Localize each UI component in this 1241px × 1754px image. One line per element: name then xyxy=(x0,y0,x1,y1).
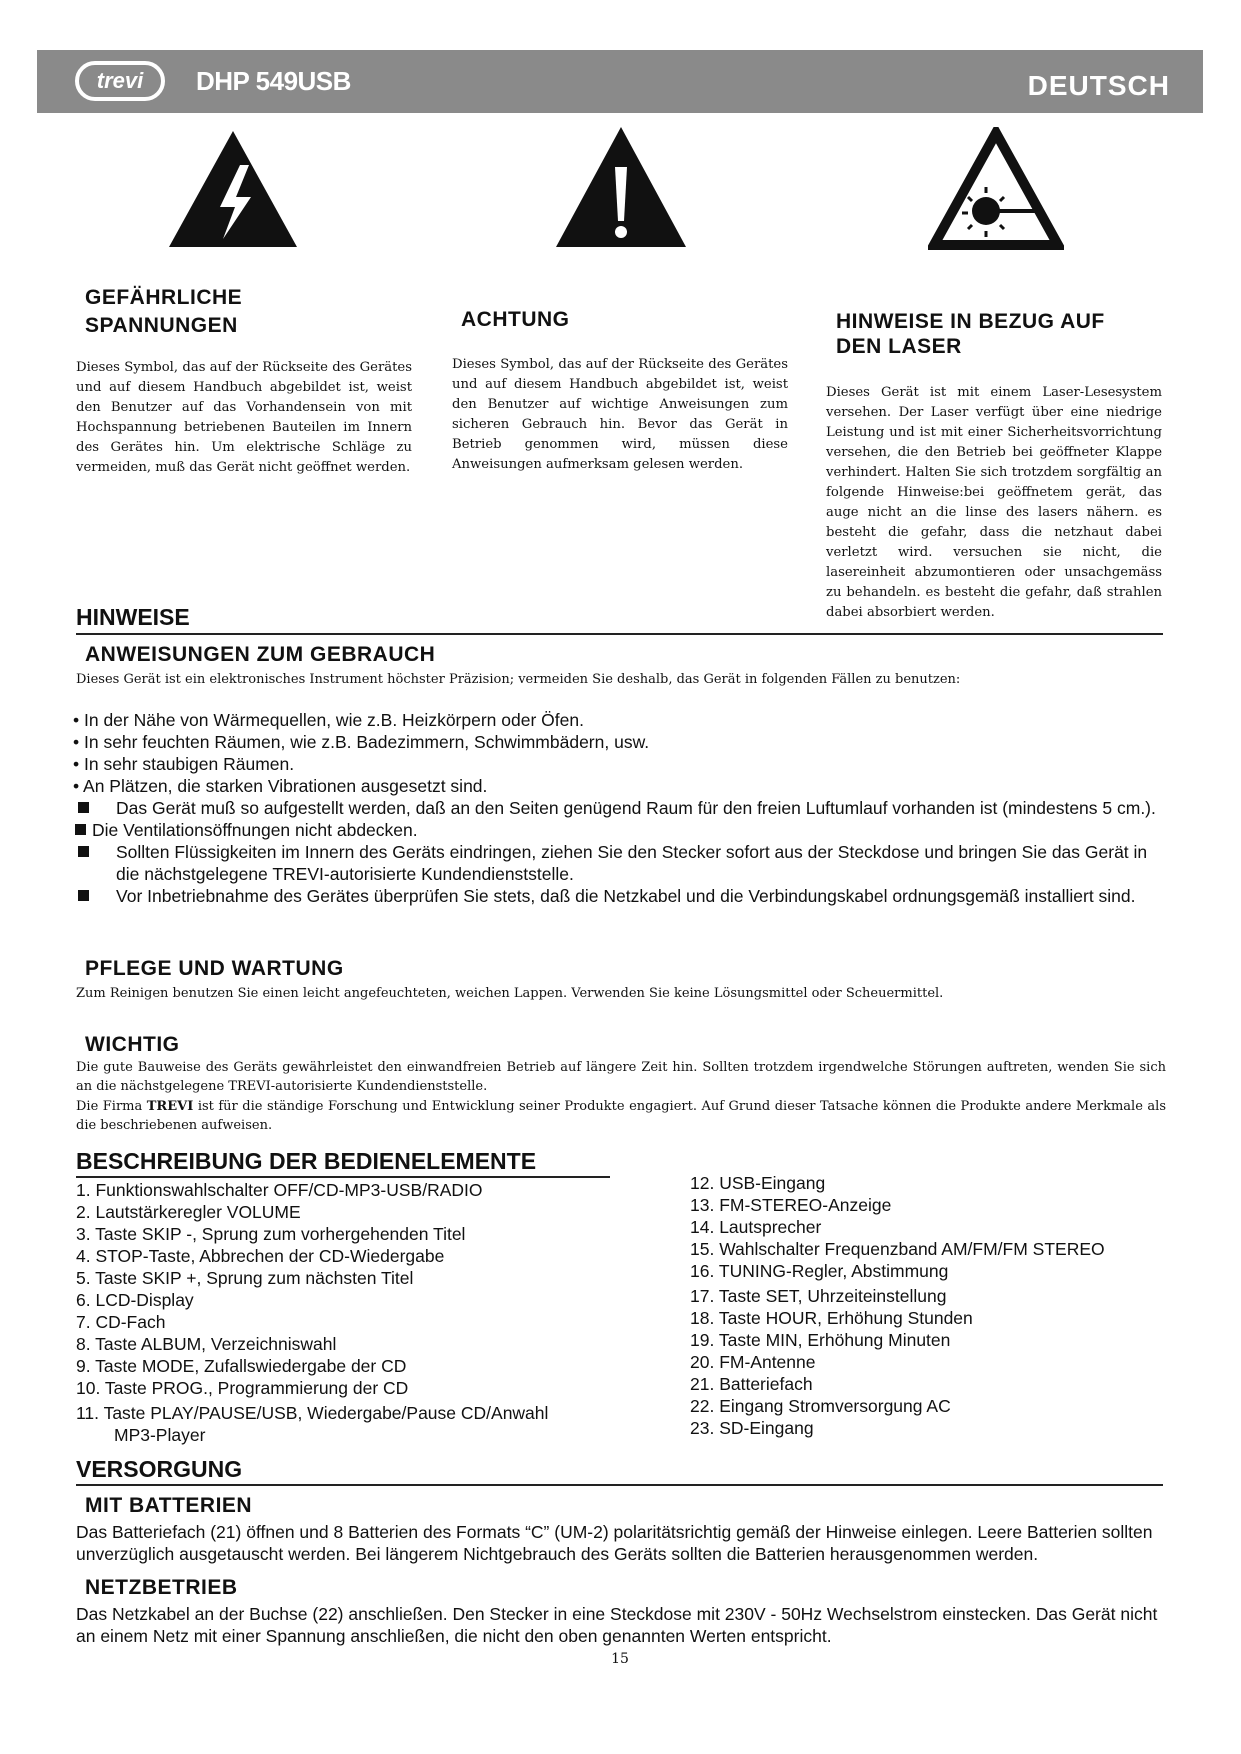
square-bullet-icon xyxy=(78,890,89,901)
control-item: 2. Lautstärkeregler VOLUME xyxy=(76,1202,301,1222)
square-item-text: Sollten Flüssigkeiten im Innern des Geräts eindringen, ziehen Sie den Stecker sofort aus der Steckdose und bringen Sie das Gerät in die nächstgelegene TREVI-autorisierte Kundendienststelle. xyxy=(116,842,1148,884)
battery-subtitle: MIT BATTERIEN xyxy=(85,1494,253,1517)
control-item: 23. SD-Eingang xyxy=(690,1418,814,1438)
control-item: 22. Eingang Stromversorgung AC xyxy=(690,1396,951,1416)
controls-list-right xyxy=(690,1172,1190,1439)
exclamation-warning-icon xyxy=(553,125,689,250)
square-item xyxy=(73,885,1168,907)
important-text-2 xyxy=(76,1097,1166,1135)
important-text-pre: Die Firma xyxy=(76,1099,147,1114)
language-label: DEUTSCH xyxy=(1027,70,1170,101)
page-number: 15 xyxy=(611,1651,629,1667)
danger-title xyxy=(85,284,242,340)
square-item-text: Vor Inbetriebnahme des Gerätes überprüfen Sie stets, daß die Netzkabel und die Verbindungskabel ordnungsgemäß installiert sind. xyxy=(116,886,1136,906)
square-item xyxy=(73,841,1168,885)
bullet-item: • In sehr staubigen Räumen. xyxy=(73,754,295,774)
control-item: 7. CD-Fach xyxy=(76,1312,166,1332)
controls-title: BESCHREIBUNG DER BEDIENELEMENTE xyxy=(76,1148,537,1174)
square-item-text: Die Ventilationsöffnungen nicht abdecken. xyxy=(92,820,418,840)
square-item xyxy=(73,819,1168,841)
laser-warning-icon xyxy=(928,127,1064,252)
control-item: 1. Funktionswahlschalter OFF/CD-MP3-USB/RADIO xyxy=(76,1180,483,1200)
control-item: 11. Taste PLAY/PAUSE/USB, Wiedergabe/Pause CD/Anwahl xyxy=(76,1403,549,1423)
control-item: 14. Lautsprecher xyxy=(690,1217,822,1237)
usage-bullets xyxy=(73,709,1168,907)
care-text: Zum Reinigen benutzen Sie einen leicht angefeuchteten, weichen Lappen. Verwenden Sie keine Lösungsmittel oder Scheuermittel. xyxy=(76,986,944,1001)
laser-title-line1: HINWEISE IN BEZUG AUF xyxy=(836,310,1105,333)
laser-title xyxy=(836,309,1105,359)
square-bullet-icon xyxy=(75,824,86,835)
square-item-text: Das Gerät muß so aufgestellt werden, daß an den Seiten genügend Raum für den freien Luftumlauf vorhanden ist (mindestens 5 cm.). xyxy=(116,798,1156,818)
bullet-item: • An Plätzen, die starken Vibrationen ausgesetzt sind. xyxy=(73,776,488,796)
supply-rule xyxy=(76,1484,1163,1486)
control-item: 12. USB-Eingang xyxy=(690,1173,826,1193)
control-item: 19. Taste MIN, Erhöhung Minuten xyxy=(690,1330,951,1350)
square-bullet-icon xyxy=(78,846,89,857)
mains-text: Das Netzkabel an der Buchse (22) anschließen. Den Stecker in eine Steckdose mit 230V - 50Hz Wechselstrom einstecken. Das Gerät nicht an einem Netz mit einer Spannung anschließen, die nicht den oben genannten Werten entspricht. xyxy=(76,1604,1158,1646)
control-item: 10. Taste PROG., Programmierung der CD xyxy=(76,1378,409,1398)
control-item: 5. Taste SKIP +, Sprung zum nächsten Titel xyxy=(76,1268,414,1288)
control-item: 21. Batteriefach xyxy=(690,1374,813,1394)
danger-title-line1: GEFÄHRLICHE xyxy=(85,286,243,309)
bullet-item: • In der Nähe von Wärmequellen, wie z.B. Heizkörpern oder Öfen. xyxy=(73,710,584,730)
care-subtitle: PFLEGE UND WARTUNG xyxy=(85,957,344,980)
controls-rule xyxy=(76,1176,610,1178)
hinweise-title: HINWEISE xyxy=(76,604,190,630)
trevi-brand: TREVI xyxy=(146,1099,194,1114)
attention-title: ACHTUNG xyxy=(461,308,570,331)
control-item: MP3-Player xyxy=(114,1425,206,1445)
danger-text: Dieses Symbol, das auf der Rückseite des Gerätes und auf diesem Handbuch abgebildet ist, weist den Benutzer auf das Vorhandensein von mit Hochspannung betriebenen Bauteilen im Innern des Gerätes hin. Um elektrische Schläge zu vermeiden, muß das Gerät nicht geöffnet werden. xyxy=(76,360,412,475)
square-bullet-icon xyxy=(78,802,89,813)
controls-list-left xyxy=(76,1179,636,1446)
lightning-warning-icon xyxy=(165,127,301,252)
usage-intro: Dieses Gerät ist ein elektronisches Instrument höchster Präzision; vermeiden Sie deshalb, das Gerät in folgenden Fällen zu benutzen: xyxy=(76,672,961,687)
hinweise-rule xyxy=(76,633,1163,635)
laser-title-line2: DEN LASER xyxy=(836,335,962,358)
square-item xyxy=(73,797,1168,819)
danger-title-line2: SPANNUNGEN xyxy=(85,314,238,337)
model-name: DHP 549USB xyxy=(196,66,351,96)
control-item: 18. Taste HOUR, Erhöhung Stunden xyxy=(690,1308,973,1328)
trevi-logo: trevi xyxy=(75,61,165,101)
control-item: 17. Taste SET, Uhrzeiteinstellung xyxy=(690,1286,947,1306)
control-item: 3. Taste SKIP -, Sprung zum vorhergehenden Titel xyxy=(76,1224,466,1244)
usage-subtitle: ANWEISUNGEN ZUM GEBRAUCH xyxy=(85,643,436,666)
control-item: 16. TUNING-Regler, Abstimmung xyxy=(690,1261,949,1281)
control-item: 4. STOP-Taste, Abbrechen der CD-Wiedergabe xyxy=(76,1246,445,1266)
important-text-1: Die gute Bauweise des Geräts gewährleistet den einwandfreien Betrieb auf längere Zeit hin. Sollten trotzdem irgendwelche Störungen auftreten, wenden Sie sich an die nächstgelegene TREVI-autorisierte Kundendienststelle. xyxy=(76,1060,1166,1094)
control-item: 20. FM-Antenne xyxy=(690,1352,816,1372)
control-item: 6. LCD-Display xyxy=(76,1290,194,1310)
attention-text: Dieses Symbol, das auf der Rückseite des Gerätes und auf diesem Handbuch abgebildet ist, weist den Benutzer auf wichtige Anweisungen zum sicheren Gebrauch hin. Bevor das Gerät in Betrieb genommen wird, müssen diese Anweisungen aufmerksam gelesen werden. xyxy=(452,357,788,472)
control-item: 13. FM-STEREO-Anzeige xyxy=(690,1195,892,1215)
control-item: 8. Taste ALBUM, Verzeichniswahl xyxy=(76,1334,337,1354)
mains-subtitle: NETZBETRIEB xyxy=(85,1576,238,1599)
important-subtitle: WICHTIG xyxy=(85,1033,180,1056)
important-text-post: ist für die ständige Forschung und Entwicklung seiner Produkte engagiert. Auf Grund dieser Tatsache können die Produkte andere Merkmale als die beschriebenen aufweisen. xyxy=(76,1099,1166,1133)
bullet-item: • In sehr feuchten Räumen, wie z.B. Badezimmern, Schwimmbädern, usw. xyxy=(73,732,650,752)
laser-text: Dieses Gerät ist mit einem Laser-Lesesystem versehen. Der Laser verfügt über eine niedrige Leistung und ist mit einer Sicherheitsvorrichtung versehen, die den Betrieb bei geöffneter Klappe verhindert. Halten Sie sich trotzdem sorgfältig an folgende Hinweise:bei geöffnetem gerät, das auge nicht an die linse des lasers nähern. es besteht die gefahr, dass die netzhaut dabei verletzt wird. versuchen sie nicht, die lasereinheit abzumontieren oder unsachgemäss zu behandeln. es besteht die gefahr, daß strahlen dabei absorbiert werden. xyxy=(826,385,1162,620)
battery-text: Das Batteriefach (21) öffnen und 8 Batterien des Formats “C” (UM-2) polaritätsrichtig gemäß der Hinweise einlegen. Leere Batterien sollten unverzüglich ausgetauscht werden. Bei längerem Nichtgebrauch des Geräts sollten die Batterien herausgenommen werden. xyxy=(76,1522,1153,1564)
supply-title: VERSORGUNG xyxy=(76,1456,243,1482)
control-item: 9. Taste MODE, Zufallswiedergabe der CD xyxy=(76,1356,407,1376)
control-item: 15. Wahlschalter Frequenzband AM/FM/FM STEREO xyxy=(690,1239,1105,1259)
